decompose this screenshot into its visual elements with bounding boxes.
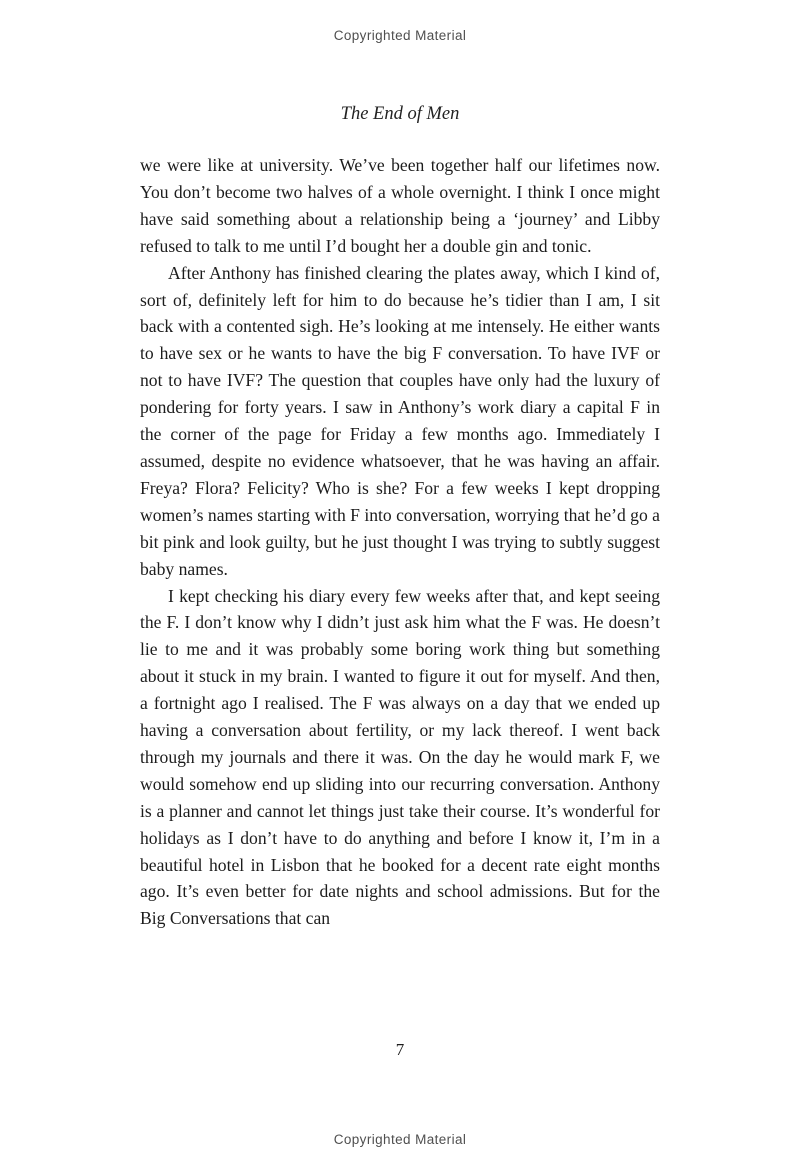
page-body [140, 152, 660, 932]
paragraph: I kept checking his diary every few weeks after that, and kept seeing the F. I don’t know why I didn’t just ask him what the F was. He doesn’t lie to me and it was probably some boring work thing but something about it stuck in my brain. I wanted to figure it out for myself. And then, a fortnight ago I realised. The F was always on a day that we ended up having a conversation about fertility, or my lack thereof. I went back through my journals and there it was. On the day he would mark F, we would somehow end up sliding into our recurring conversation. Anthony is a planner and cannot let things just take their course. It’s wonderful for holidays as I don’t have to do anything and before I know it, I’m in a beautiful hotel in Lisbon that he booked for a decent rate eight months ago. It’s even better for date nights and school admissions. But for the Big Conversations that can [140, 585, 660, 929]
paragraph: After Anthony has finished clearing the plates away, which I kind of, sort of, definitely left for him to do because he’s tidier than I am, I sit back with a contented sigh. He’s looking at me intensely. He either wants to have sex or he wants to have the big F conversation. To have IVF or not to have IVF? The question that couples have only had the luxury of pondering for forty years. I saw in Anthony’s work diary a capital F in the corner of the page for Friday a few months ago. Immediately I assumed, despite no evidence whatsoever, that he was having an affair. Freya? Flora? Felicity? Who is she? For a few weeks I kept dropping women’s names starting with F into conversation, worrying that he’d go a bit pink and look guilty, but he just thought I was trying to subtly suggest baby names. [140, 262, 660, 579]
paragraph-continuation: we were like at university. We’ve been together half our lifetimes now. You don’t become two halves of a whole overnight. I think I once might have said something about a relationship being a ‘journey’ and Libby refused to talk to me until I’d bought her a double gin and tonic. [140, 155, 660, 256]
copyright-notice-bottom: Copyrighted Material [333, 1132, 467, 1147]
page-number: 7 [395, 1040, 405, 1059]
copyright-notice-top: Copyrighted Material [333, 28, 467, 43]
book-title: The End of Men [340, 104, 460, 124]
